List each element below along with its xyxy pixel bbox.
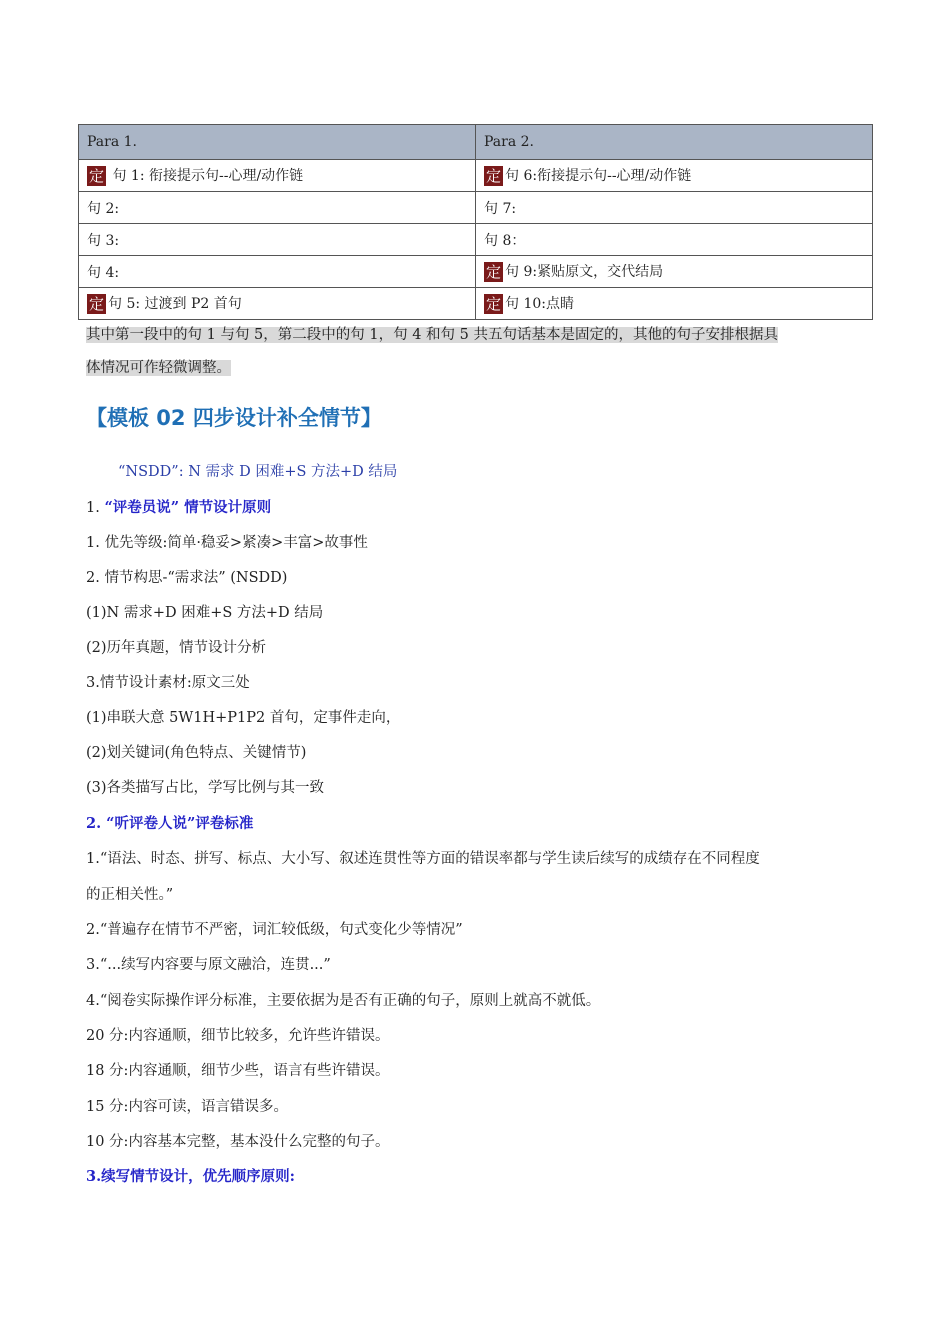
nsdd-formula: “NSDD”: N 需求 D 困难+S 方法+D 结局	[118, 464, 398, 480]
table-cell: 句 4:	[79, 256, 476, 288]
fixed-marker: 定	[89, 167, 105, 185]
note-line-1: 其中第一段中的句 1 与句 5，第二段中的句 1，句 4 和句 5 共五句话基本是固定的，其他的句子安排根据具	[86, 327, 778, 343]
fixed-marker: 定	[486, 263, 502, 281]
table-header-row	[79, 125, 873, 160]
note-line-2: 体情况可作轻微调整。	[86, 360, 231, 376]
cell-text: 句 9:紧贴原文，交代结局	[505, 264, 664, 280]
list-item: 2. 情节构思-“需求法” (NSDD)	[86, 570, 288, 586]
template-heading: 【模板 02 四步设计补全情节】	[86, 406, 382, 430]
table-cell	[476, 256, 873, 288]
header-para-2: Para 2.	[476, 125, 873, 160]
cell-text: 句 10:点睛	[505, 296, 574, 312]
table-cell	[476, 160, 873, 192]
cell-text: 句 6:衔接提示句--心理/动作链	[505, 168, 692, 184]
table-cell	[79, 160, 476, 192]
list-item: 3.情节设计素材:原文三处	[86, 675, 250, 691]
score-item: 10 分:内容基本完整，基本没什么完整的句子。	[86, 1134, 390, 1150]
fixed-marker: 定	[89, 295, 105, 313]
score-item: 18 分:内容通顺，细节少些，语言有些许错误。	[86, 1063, 390, 1079]
header-para-1: Para 1.	[79, 125, 476, 160]
table-cell: 句 3:	[79, 224, 476, 256]
table-cell: 句 2:	[79, 192, 476, 224]
list-item: 3.“...续写内容要与原文融洽，连贯...”	[86, 957, 331, 973]
list-item: 1.“语法、时态、拼写、标点、大小写、叙述连贯性等方面的错误率都与学生读后续写的成绩存在不同程度	[86, 851, 760, 867]
table-cell: 句 8：	[476, 224, 873, 256]
table-cell	[476, 288, 873, 320]
section-1-text: “评卷员说” 情节设计原则	[104, 499, 272, 516]
score-item: 20 分:内容通顺，细节比较多，允许些许错误。	[86, 1028, 390, 1044]
table-note	[86, 319, 871, 385]
section-2-title: 2. “听评卷人说”评卷标准	[86, 815, 254, 832]
sentence-plan-table	[78, 124, 873, 320]
list-item: (1)串联大意 5W1H+P1P2 首句，定事件走向，	[86, 710, 401, 726]
section-3-title: 3.续写情节设计，优先顺序原则:	[86, 1168, 295, 1185]
list-item: 4.“阅卷实际操作评分标准，主要依据为是否有正确的句子，原则上就高不就低。	[86, 993, 601, 1009]
fixed-marker: 定	[486, 167, 502, 185]
table-row	[79, 256, 873, 288]
list-item: 2.“普遍存在情节不严密，词汇较低级，句式变化少等情况”	[86, 922, 463, 938]
section-1-title	[86, 496, 271, 517]
fixed-marker: 定	[486, 295, 502, 313]
score-item: 15 分:内容可读，语言错误多。	[86, 1099, 288, 1115]
list-item: 的正相关性。”	[86, 887, 174, 903]
table-cell: 句 7:	[476, 192, 873, 224]
cell-text: 句 5: 过渡到 P2 首句	[108, 296, 242, 312]
list-item: (1)N 需求+D 困难+S 方法+D 结局	[86, 605, 324, 621]
cell-text: 句 1: 衔接提示句--心理/动作链	[108, 168, 304, 184]
list-item: (2)划关键词(角色特点、关键情节)	[86, 745, 307, 761]
list-item: 1. 优先等级:简单·稳妥>紧凑>丰富>故事性	[86, 535, 368, 551]
list-item: (3)各类描写占比，学写比例与其一致	[86, 780, 325, 796]
section-1-number: 1.	[86, 500, 105, 516]
table-row	[79, 192, 873, 224]
table-cell	[79, 288, 476, 320]
table-row	[79, 224, 873, 256]
table-row	[79, 160, 873, 192]
table-row	[79, 288, 873, 320]
list-item: (2)历年真题，情节设计分析	[86, 640, 267, 656]
